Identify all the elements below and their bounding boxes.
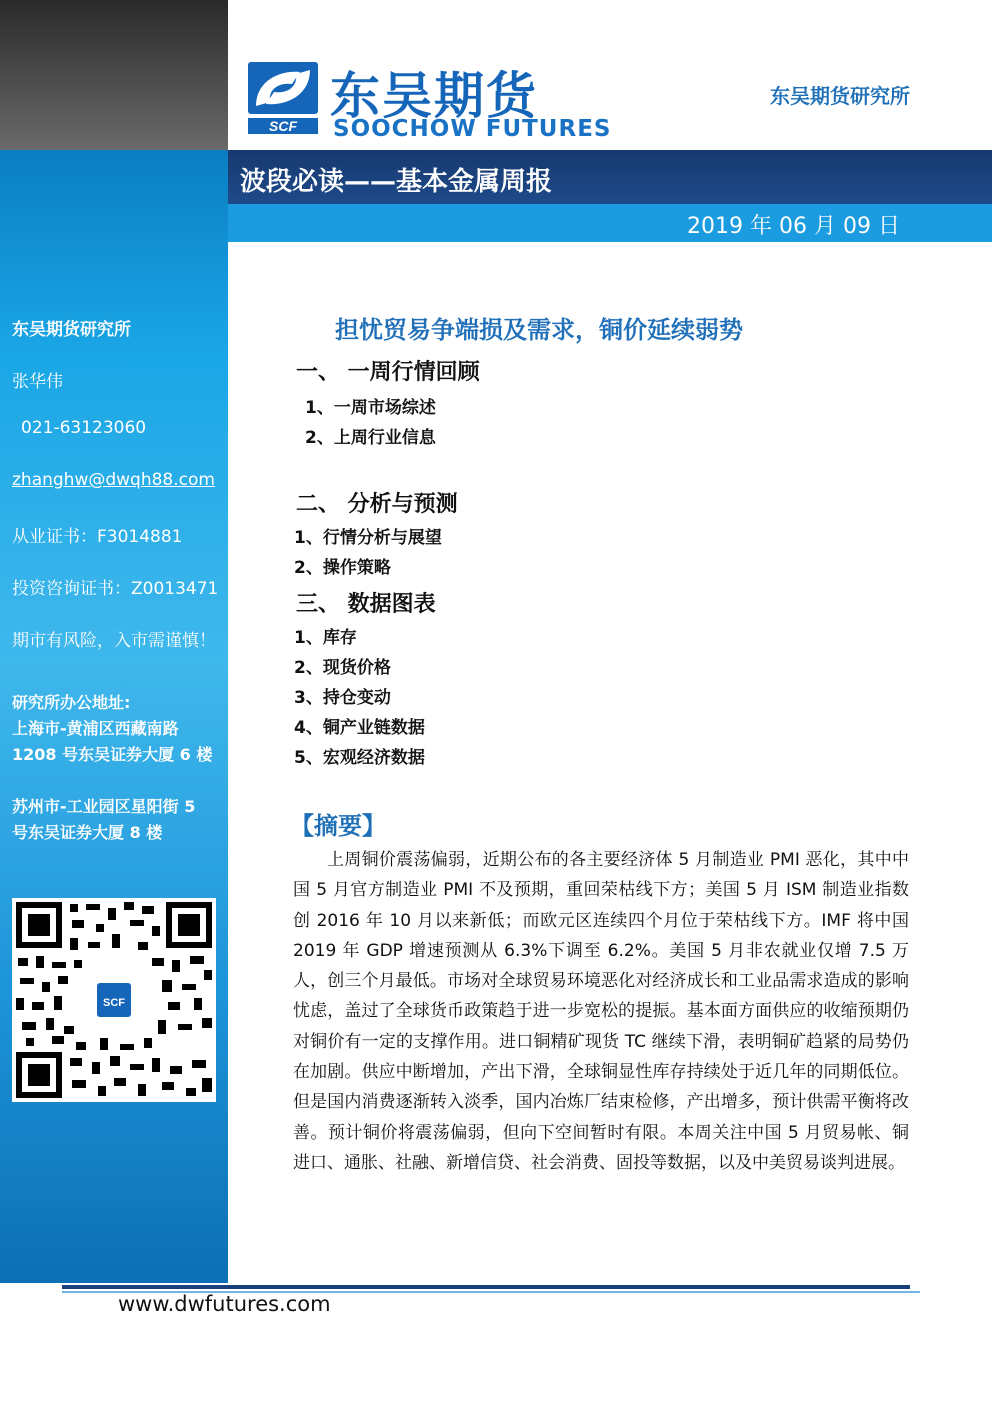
address-shanghai-line1: 上海市-黄浦区西藏南路	[12, 719, 179, 738]
risk-warning: 期市有风险，入市需谨慎！	[12, 631, 216, 651]
toc-item: 5、宏观经济数据	[294, 748, 425, 768]
report-date: 2019 年 06 月 09 日	[687, 214, 900, 239]
toc-item: 1、行情分析与展望	[294, 528, 442, 548]
scf-logo	[248, 62, 318, 134]
sidebar-institute: 东吴期货研究所	[12, 320, 131, 340]
toc-item: 2、上周行业信息	[305, 428, 436, 448]
consulting-certificate: 投资咨询证书：Z0013471	[12, 579, 219, 599]
section-title-charts: 三、 数据图表	[296, 592, 436, 617]
report-title: 波段必读——基本金属周报	[240, 167, 553, 197]
svg-text:SCF: SCF	[103, 997, 125, 1009]
qr-code-image	[12, 898, 216, 1102]
practice-certificate: 从业证书：F3014881	[12, 527, 183, 547]
institute-header: 东吴期货研究所	[770, 84, 910, 108]
svg-text:SCF: SCF	[269, 118, 297, 134]
sidebar-top-dark	[0, 0, 228, 150]
toc-item: 4、铜产业链数据	[294, 718, 425, 738]
office-address-label: 研究所办公地址:	[12, 693, 131, 712]
date-band	[228, 204, 992, 242]
analyst-name: 张华伟	[12, 372, 63, 392]
address-suzhou-line2: 号东吴证券大厦 8 楼	[12, 823, 163, 842]
footer-rule-dark	[62, 1285, 910, 1289]
abstract-body: 上周铜价震荡偏弱，近期公布的各主要经济体 5 月制造业 PMI 恶化，其中中国 5 月官方制造业 PMI 不及预期，重回荣枯线下方；美国 5 月 ISM 制造业指数创 2016 年 10 月以来新低；而欧元区连续四个月位于荣枯线下方。IMF 将中国 2019 年 GDP 增速预测从 6.3%下调至 6.2%。美国 5 月非农就业仅增 7.5 万人，创三个月最低。市场对全球贸易环境恶化对经济成长和工业品需求造成的影响忧虑，盖过了全球货币政策趋于进一步宽松的提振。基本面方面供应的收缩预期仍对铜价有一定的支撑作用。进口铜精矿现货 TC 继续下滑，表明铜矿趋紧的局势仍在加剧。供应中断增加，产出下滑，全球铜显性库存持续处于近几年的同期低位。但是国内消费逐渐转入淡季，国内冶炼厂结束检修，产出增多，预计供需平衡将改善。预计铜价将震荡偏弱，但向下空间暂时有限。本周关注中国 5 月贸易帐、铜进口、通胀、社融、新增信贷、社会消费、固投等数据，以及中美贸易谈判进展。	[293, 850, 909, 1173]
report-title-band	[228, 150, 992, 204]
company-name-en: SOOCHOW FUTURES	[333, 116, 612, 142]
toc-item: 3、持仓变动	[294, 688, 391, 708]
analyst-email-link[interactable]: zhanghw@dwqh88.com	[12, 470, 215, 490]
section-title-analysis: 二、 分析与预测	[296, 492, 458, 517]
address-suzhou-line1: 苏州市-工业园区星阳街 5	[12, 797, 196, 816]
footer-website-link[interactable]: www.dwfutures.com	[118, 1292, 331, 1316]
address-shanghai-line2: 1208 号东吴证券大厦 6 楼	[12, 745, 213, 764]
section-title-review: 一、 一周行情回顾	[296, 360, 480, 385]
analyst-phone: 021-63123060	[21, 418, 147, 438]
abstract-title: 【摘要】	[290, 812, 386, 840]
toc-item: 1、库存	[294, 628, 357, 648]
report-headline: 担忧贸易争端损及需求，铜价延续弱势	[335, 316, 743, 344]
company-name-cn: 东吴期货	[330, 67, 538, 125]
toc-item: 2、操作策略	[294, 558, 391, 578]
toc-item: 1、一周市场综述	[305, 398, 436, 418]
toc-item: 2、现货价格	[294, 658, 391, 678]
